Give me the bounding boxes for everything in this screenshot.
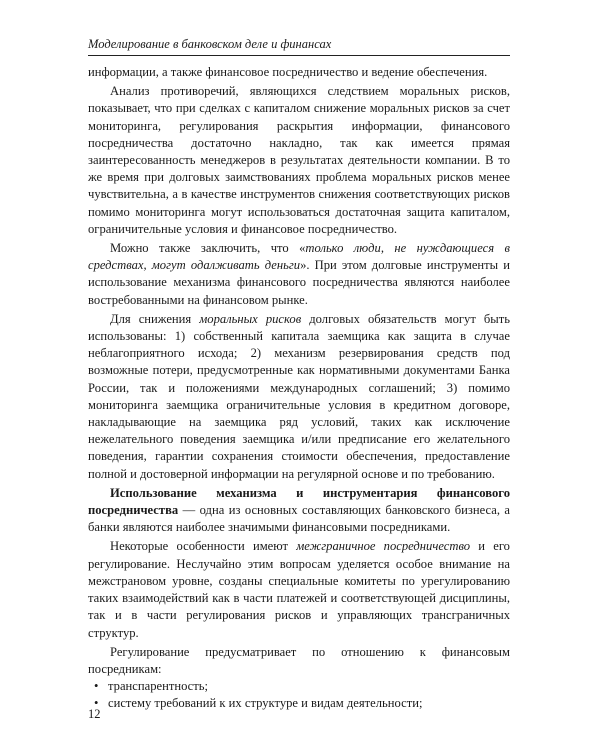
paragraph-4-lead: Для снижения bbox=[110, 311, 200, 326]
paragraph-6 bbox=[88, 538, 510, 641]
bullet-icon: • bbox=[94, 696, 99, 711]
paragraph-1: информации, а также финансовое посредничество и ведение обеспечения. bbox=[88, 65, 488, 79]
quote-italic: только люди, не нуждающиеся в средствах, могут одалживать деньги bbox=[88, 241, 510, 273]
running-header: Моделирование в банковском деле и финансах bbox=[88, 36, 510, 56]
page-number: 12 bbox=[88, 707, 101, 721]
paragraph-5 bbox=[88, 485, 510, 537]
page-body bbox=[88, 64, 510, 713]
list-item-text: систему требований к их структуре и видам деятельности; bbox=[108, 696, 423, 711]
paragraph-3-lead: Можно также заключить, что « bbox=[110, 241, 306, 256]
list-item bbox=[88, 678, 510, 695]
crossborder-italic: межграничное посредничество bbox=[296, 539, 471, 554]
list-item bbox=[88, 695, 510, 712]
moral-risks-italic: моральных рисков bbox=[199, 311, 302, 326]
paragraph-7: Регулирование предусматривает по отношению к финансовым посредникам: bbox=[88, 644, 510, 676]
paragraph-4 bbox=[88, 311, 510, 483]
regulation-list bbox=[88, 678, 510, 712]
paragraph-3 bbox=[88, 240, 510, 309]
paragraph-5-rest: — одна из основных составляющих банковского бизнеса, а банки являются наиболее значимыми финансовыми посредниками. bbox=[88, 503, 510, 535]
paragraph-6-rest: и его регулирование. Неслучайно этим вопросам уделяется особое внимание на межстрановом уровне, созданы специальные комитеты по урегулированию таких взаимодействий как в части платежей и соответствующей дисциплины, так и в части регулирования рисков и управляющих трансграничных структур. bbox=[88, 539, 510, 640]
intermediation-term-bold: Использование механизма и инструментария финансового посредничества bbox=[88, 485, 510, 518]
list-item-text: транспарентность; bbox=[108, 679, 209, 694]
paragraph-2: Анализ противоречий, являющихся следствием моральных рисков, показывает, что при сделках с капиталом снижение моральных рисков за счет мониторинга, регулирования раскрытия информации, финансового посредничества достаточно накладно, так как имеется прямая заинтересованность менеджеров в результатах деятельности компании. В то же время при долговых заимствованиях проблема моральных рисков менее чувствительна, а в качестве инструментов снижения соответствующих рисков помимо мониторинга могут использоваться достаточная защита капиталом, ограничительные условия и финансовое посредничество. bbox=[88, 84, 510, 236]
paragraph-4-rest: долговых обязательств могут быть использованы: 1) собственный капитала заемщика как защита в случае неблагоприятного исхода; 2) механизм резервирования средств под возможные потери, предусмотренные как нормативными документами Банка России, так и положениями международных соглашений; 3) помимо мониторинга заемщика ограничительные условия в кредитном договоре, накладывающие на заемщика ряд условий, таких как исключение нежелательного поведения заемщика и/или предписание его желательного поведения, гарантии сохранения стоимости обеспечения, предоставление полной и достоверной информации на регулярной основе и по требованию. bbox=[88, 311, 511, 481]
paragraph-6-lead: Некоторые особенности имеют bbox=[110, 539, 297, 554]
paragraph-3-rest: ». При этом долговые инструменты и использование механизма финансового посредничества являются наиболее востребованными на финансовом рынке. bbox=[88, 258, 510, 307]
bullet-icon: • bbox=[94, 679, 99, 694]
